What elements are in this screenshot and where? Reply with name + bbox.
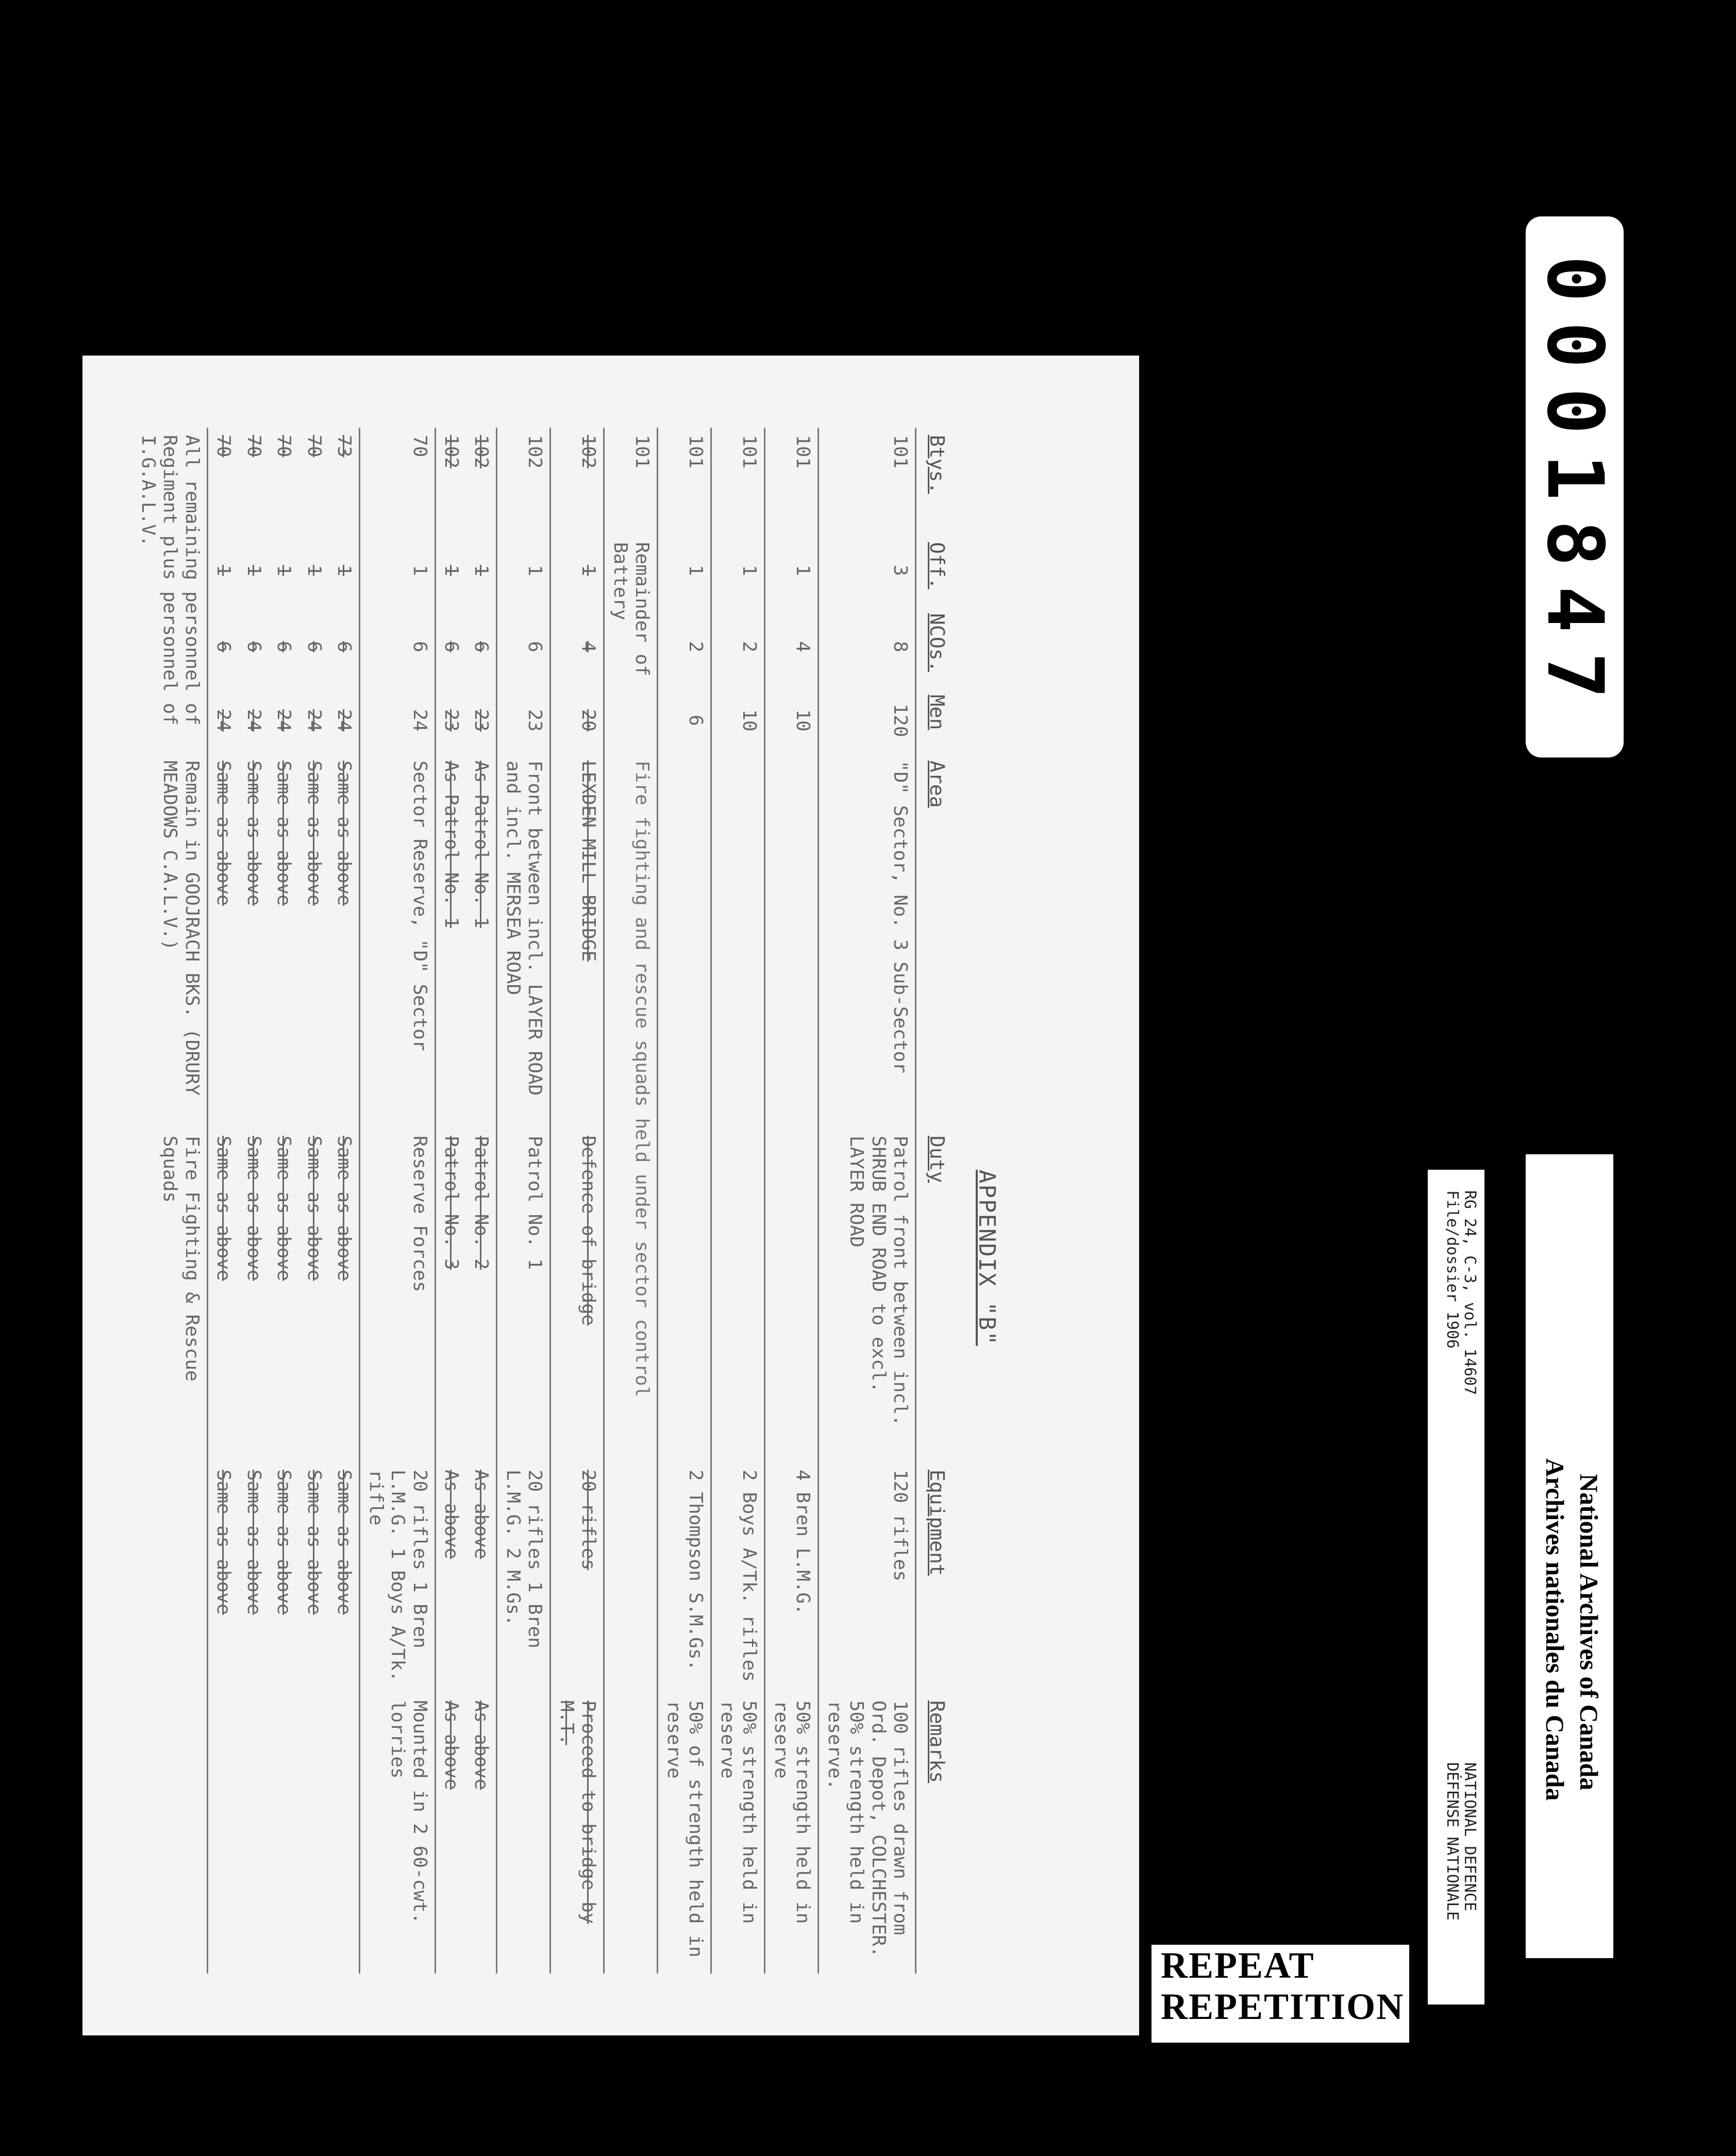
cell-area: Same as above bbox=[243, 761, 264, 906]
cell-bty: 102 bbox=[441, 435, 462, 469]
table-row bbox=[360, 428, 435, 1974]
cell-men: 23 bbox=[441, 709, 462, 732]
source-reference-content bbox=[1428, 1170, 1484, 2005]
cell-men: 24 bbox=[213, 709, 235, 732]
cell-equipment: Same as above bbox=[213, 1470, 235, 1615]
cell-off: 1 bbox=[765, 535, 819, 606]
cell-remarks: Mounted in 2 60-cwt. lorries bbox=[360, 1693, 435, 1974]
header-men: Men bbox=[926, 695, 948, 730]
document-sheet-content bbox=[82, 356, 1139, 2035]
cell-off: 1 bbox=[360, 535, 435, 606]
cell-remarks bbox=[238, 1693, 268, 1974]
cell-duty bbox=[658, 1128, 711, 1462]
table-row bbox=[207, 428, 238, 1974]
archives-name-fr: Archives nationales du Canada bbox=[1541, 1458, 1570, 1801]
cell-bty: 70 bbox=[273, 435, 295, 458]
cell-area bbox=[711, 753, 765, 1128]
cell-remarks: As above bbox=[466, 1693, 497, 1974]
table-row bbox=[435, 428, 466, 1974]
cell-ncos: 6 bbox=[360, 606, 435, 687]
header-btys: Btys. bbox=[926, 435, 948, 494]
table-row bbox=[132, 428, 207, 1974]
cell-bty: 70 bbox=[213, 435, 235, 458]
cell-duty: Defence of bridge bbox=[550, 1128, 604, 1462]
department-block bbox=[1443, 1762, 1478, 1921]
cell-men: 24 bbox=[273, 709, 295, 732]
cell-equipment bbox=[132, 1462, 207, 1693]
cell-off: 1 bbox=[243, 565, 264, 576]
cell-remarks: 50% strength held in reserve bbox=[765, 1693, 819, 1974]
frame-number: 0001847 bbox=[1530, 255, 1620, 719]
cell-area: "D" Sector, No. 3 Sub-Sector bbox=[819, 753, 916, 1128]
cell-equipment: 20 rifles bbox=[550, 1462, 604, 1693]
cell-off: 1 bbox=[658, 535, 711, 606]
cell-off: Remainder of Battery bbox=[604, 535, 658, 753]
cell-duty: Same as above bbox=[213, 1136, 235, 1281]
cell-off: 1 bbox=[441, 565, 462, 576]
cell-equipment: Same as above bbox=[329, 1462, 360, 1693]
file-reference: File/dossier 1906 bbox=[1443, 1190, 1461, 1349]
header-remarks: Remarks bbox=[926, 1700, 948, 1783]
cell-men: 24 bbox=[303, 709, 325, 732]
cell-men: 6 bbox=[658, 687, 711, 753]
cell-equipment: As above bbox=[466, 1462, 497, 1693]
frame-number-label bbox=[1526, 216, 1624, 757]
cell-area: Sector Reserve, "D" Sector bbox=[360, 753, 435, 1128]
cell-bty: 73 bbox=[329, 428, 360, 535]
cell-area: Same as above bbox=[303, 761, 325, 906]
table-row bbox=[329, 428, 360, 1974]
cell-remarks bbox=[497, 1693, 550, 1974]
cell-ncos: 6 bbox=[243, 641, 264, 652]
cell-bty: 70 bbox=[360, 428, 435, 535]
record-group-reference: RG 24, C-3, vol. 14607 bbox=[1461, 1190, 1479, 1395]
header-area: Area bbox=[926, 761, 948, 808]
cell-men: 120 bbox=[819, 687, 916, 753]
archives-label bbox=[1526, 1154, 1613, 1958]
cell-bty: 101 bbox=[765, 428, 819, 535]
cell-bty: 102 bbox=[466, 428, 497, 535]
cell-bty: 70 bbox=[243, 435, 264, 458]
cell-area bbox=[658, 753, 711, 1128]
cell-area: Fire fighting and rescue squads held under sector control bbox=[604, 753, 658, 1974]
cell-area: LEXDEN MILL BRIDGE bbox=[550, 753, 604, 1128]
cell-duty: Patrol No. 2 bbox=[466, 1128, 497, 1462]
cell-off: 1 bbox=[329, 535, 360, 606]
cell-men: 23 bbox=[497, 687, 550, 753]
cell-equipment: 120 rifles bbox=[819, 1462, 916, 1693]
table-row bbox=[711, 428, 765, 1974]
repeat-stamp bbox=[1149, 1943, 1411, 2045]
cell-duty: Same as above bbox=[303, 1136, 325, 1281]
header-ncos: NCOs. bbox=[926, 613, 948, 672]
cell-duty bbox=[711, 1128, 765, 1462]
cell-remarks: 50% of strength held in reserve bbox=[658, 1693, 711, 1974]
duty-table bbox=[132, 428, 954, 1974]
cell-remarks bbox=[132, 1693, 207, 1974]
table-row bbox=[550, 428, 604, 1974]
cell-duty: Reserve Forces bbox=[360, 1128, 435, 1462]
cell-area: As Patrol No. 1 bbox=[441, 761, 462, 929]
table-row bbox=[466, 428, 497, 1974]
archives-name-en: National Archives of Canada bbox=[1575, 1474, 1604, 1791]
cell-equipment: 20 rifles 1 Bren L.M.G. 1 Boys A/Tk. rifle bbox=[360, 1462, 435, 1693]
cell-off: 1 bbox=[303, 565, 325, 576]
cell-bty: 70 bbox=[303, 435, 325, 458]
cell-bty: 101 bbox=[711, 428, 765, 535]
repeat-stamp-line-2: REPETITION bbox=[1161, 1986, 1405, 2027]
table-row bbox=[765, 428, 819, 1974]
cell-men: 24 bbox=[329, 687, 360, 753]
cell-off: 3 bbox=[819, 535, 916, 606]
cell-ncos: 6 bbox=[441, 641, 462, 652]
cell-men: 20 bbox=[550, 687, 604, 753]
cell-area: Remain in GOOJRACH BKS. (DRURY MEADOWS C.A.L.V.) bbox=[132, 753, 207, 1128]
cell-bty: 102 bbox=[550, 428, 604, 535]
cell-bty: 101 bbox=[658, 428, 711, 535]
header-duty: Duty bbox=[926, 1136, 948, 1183]
cell-bty: 102 bbox=[497, 428, 550, 535]
table-row bbox=[497, 428, 550, 1974]
cell-equipment: 2 Thompson S.M.Gs. bbox=[658, 1462, 711, 1693]
table-row bbox=[658, 428, 711, 1974]
cell-remarks: 100 rifles drawn from Ord. Depot, COLCHESTER. 50% strength held in reserve. bbox=[819, 1693, 916, 1974]
cell-off: 1 bbox=[497, 535, 550, 606]
cell-equipment: Same as above bbox=[243, 1470, 264, 1615]
cell-ncos: 4 bbox=[765, 606, 819, 687]
cell-ncos: 6 bbox=[213, 641, 235, 652]
cell-off: 1 bbox=[550, 535, 604, 606]
cell-off: 1 bbox=[711, 535, 765, 606]
cell-remarks bbox=[269, 1693, 298, 1974]
cell-ncos: 8 bbox=[819, 606, 916, 687]
cell-bty: All remaining personnel of Regiment plus personnel of I.G.A.L.V. bbox=[132, 428, 207, 753]
cell-ncos: 6 bbox=[466, 606, 497, 687]
header-equipment: Equipment bbox=[926, 1470, 948, 1576]
cell-equipment: 20 rifles 1 Bren L.M.G. 2 M.Gs. bbox=[497, 1462, 550, 1693]
cell-duty: Patrol front between incl. SHRUB END ROAD to excl. LAYER ROAD bbox=[819, 1128, 916, 1462]
cell-equipment: 4 Bren L.M.G. bbox=[765, 1462, 819, 1693]
table-row bbox=[604, 428, 658, 1974]
cell-area bbox=[765, 753, 819, 1128]
cell-ncos: 2 bbox=[711, 606, 765, 687]
table-header-row bbox=[916, 428, 954, 1974]
cell-area: As Patrol No. 1 bbox=[466, 753, 497, 1128]
cell-off: 1 bbox=[213, 565, 235, 576]
cell-men: 23 bbox=[466, 687, 497, 753]
document-title: APPENDIX "B" bbox=[974, 1170, 1000, 1346]
cell-men: 10 bbox=[765, 687, 819, 753]
cell-duty: Same as above bbox=[243, 1136, 264, 1281]
cell-men: 10 bbox=[711, 687, 765, 753]
source-reference-label bbox=[1428, 1170, 1484, 2005]
cell-area: Front between incl. LAYER ROAD and incl. MERSEA ROAD bbox=[497, 753, 550, 1128]
cell-ncos: 4 bbox=[550, 606, 604, 687]
cell-equipment: Same as above bbox=[273, 1470, 295, 1615]
cell-men: 24 bbox=[243, 709, 264, 732]
cell-ncos: 6 bbox=[329, 606, 360, 687]
cell-men: 24 bbox=[360, 687, 435, 753]
cell-off: 1 bbox=[273, 565, 295, 576]
table-row bbox=[819, 428, 916, 1974]
cell-off: 1 bbox=[466, 535, 497, 606]
cell-equipment: 2 Boys A/Tk. rifles bbox=[711, 1462, 765, 1693]
department-en: NATIONAL DEFENCE bbox=[1461, 1762, 1479, 1911]
cell-remarks bbox=[329, 1693, 360, 1974]
cell-remarks: 50% strength held in reserve bbox=[711, 1693, 765, 1974]
cell-duty: Fire Fighting & Rescue Squads bbox=[132, 1128, 207, 1462]
table-row bbox=[298, 428, 328, 1974]
cell-duty: Patrol No. 3 bbox=[441, 1136, 462, 1270]
repeat-stamp-line-1: REPEAT bbox=[1161, 1945, 1315, 1986]
reference-block bbox=[1443, 1190, 1478, 1395]
header-off: Off. bbox=[926, 542, 948, 589]
cell-duty: Patrol No. 1 bbox=[497, 1128, 550, 1462]
cell-ncos: 6 bbox=[497, 606, 550, 687]
cell-area: Same as above bbox=[273, 761, 295, 906]
cell-remarks: As above bbox=[441, 1700, 462, 1790]
table-row bbox=[269, 428, 298, 1974]
cell-duty bbox=[765, 1128, 819, 1462]
cell-bty: 101 bbox=[819, 428, 916, 535]
table-row bbox=[238, 428, 268, 1974]
cell-remarks bbox=[298, 1693, 328, 1974]
cell-duty: Same as above bbox=[273, 1136, 295, 1281]
cell-equipment: As above bbox=[441, 1470, 462, 1559]
cell-remarks bbox=[207, 1693, 238, 1974]
cell-remarks: Proceed to bridge by M.T. bbox=[550, 1693, 604, 1974]
cell-duty: Same as above bbox=[329, 1128, 360, 1462]
cell-ncos: 2 bbox=[658, 606, 711, 687]
cell-equipment: Same as above bbox=[303, 1470, 325, 1615]
department-fr: DÉFENSE NATIONALE bbox=[1443, 1762, 1461, 1921]
cell-ncos: 6 bbox=[303, 641, 325, 652]
cell-area: Same as above bbox=[213, 761, 235, 906]
document-sheet bbox=[82, 356, 1139, 2035]
cell-bty: 101 bbox=[604, 428, 658, 535]
archives-label-content bbox=[1526, 1154, 1613, 1958]
cell-ncos: 6 bbox=[273, 641, 295, 652]
cell-area: Same as above bbox=[329, 753, 360, 1128]
